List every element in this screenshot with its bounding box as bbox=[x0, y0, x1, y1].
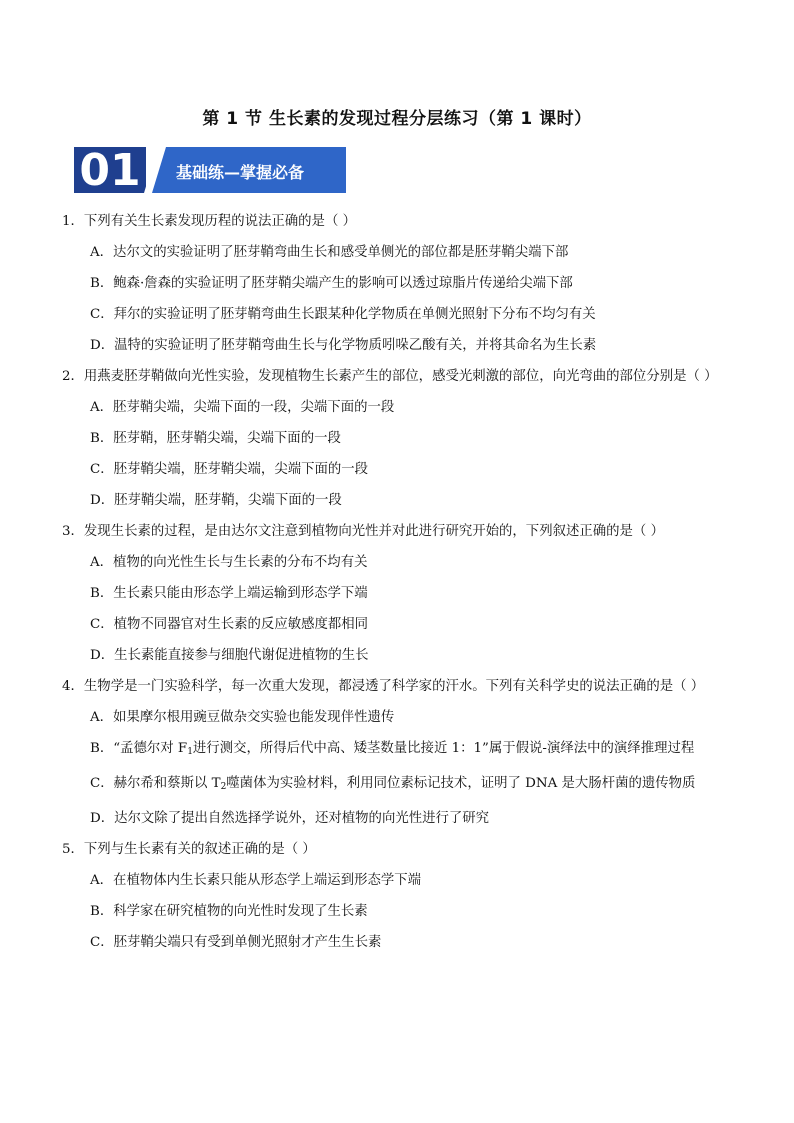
question-number: 4． bbox=[62, 679, 84, 694]
banner-number: 01 bbox=[79, 147, 141, 193]
option-a: A．如果摩尔根用豌豆做杂交实验也能发现伴性遗传 bbox=[90, 710, 395, 725]
question-number: 2． bbox=[62, 369, 84, 384]
option-d: D．达尔文除了提出自然选择学说外，还对植物的向光性进行了研究 bbox=[90, 811, 490, 826]
banner-label: 基础练—掌握必备 bbox=[176, 163, 305, 182]
question-4 bbox=[62, 671, 752, 834]
option-a: A．胚芽鞘尖端，尖端下面的一段，尖端下面的一段 bbox=[90, 400, 395, 415]
question-2 bbox=[62, 361, 752, 516]
option-b: B．胚芽鞘，胚芽鞘尖端，尖端下面的一段 bbox=[90, 431, 341, 446]
question-stem: 发现生长素的过程，是由达尔文注意到植物向光性并对此进行研究开始的，下列叙述正确的是（ ） bbox=[83, 524, 664, 539]
option-b: B．“孟德尔对 $F_1$进行测交，所得后代中高、矮茎数量比接近 1：1”属于假说-演绎法中的演绎推理过程 bbox=[90, 741, 695, 757]
option-c: C．胚芽鞘尖端只有受到单侧光照射才产生生长素 bbox=[90, 935, 382, 950]
question-stem: 生物学是一门实验科学，每一次重大发现，都浸透了科学家的汗水。下列有关科学史的说法正确的是（ ） bbox=[83, 679, 705, 694]
option-d: D．胚芽鞘尖端，胚芽鞘，尖端下面的一段 bbox=[90, 493, 342, 508]
option-a: A．在植物体内生长素只能从形态学上端运到形态学下端 bbox=[90, 873, 422, 888]
question-stem: 用燕麦胚芽鞘做向光性实验，发现植物生长素产生的部位，感受光刺激的部位，向光弯曲的部位分别是（ ） bbox=[83, 369, 718, 384]
question-3 bbox=[62, 516, 752, 671]
question-1 bbox=[62, 206, 752, 361]
question-5 bbox=[62, 834, 752, 958]
option-d: D．生长素能直接参与细胞代谢促进植物的生长 bbox=[90, 648, 369, 663]
option-a: A．达尔文的实验证明了胚芽鞘弯曲生长和感受单侧光的部位都是胚芽鞘尖端下部 bbox=[90, 245, 569, 260]
option-c: C．拜尔的实验证明了胚芽鞘弯曲生长跟某种化学物质在单侧光照射下分布不均匀有关 bbox=[90, 307, 596, 322]
option-b: B．生长素只能由形态学上端运输到形态学下端 bbox=[90, 586, 368, 601]
option-b: B．鲍森·詹森的实验证明了胚芽鞘尖端产生的影响可以透过琼脂片传递给尖端下部 bbox=[90, 276, 573, 291]
option-c: C．赫尔希和蔡斯以 $T_2$噬菌体为实验材料，利用同位素标记技术，证明了 DNA 是大肠杆菌的遗传物质 bbox=[90, 776, 696, 792]
option-c: C．植物不同器官对生长素的反应敏感度都相同 bbox=[90, 617, 369, 632]
page-title: 第 1 节 生长素的发现过程分层练习（第 1 课时） bbox=[202, 109, 592, 129]
option-d: D．温特的实验证明了胚芽鞘弯曲生长与化学物质吲哚乙酸有关，并将其命名为生长素 bbox=[90, 338, 597, 353]
question-number: 1． bbox=[62, 214, 84, 229]
option-c: C．胚芽鞘尖端，胚芽鞘尖端，尖端下面的一段 bbox=[90, 462, 369, 477]
question-number: 3． bbox=[62, 524, 84, 539]
option-b: B．科学家在研究植物的向光性时发现了生长素 bbox=[90, 904, 368, 919]
option-a: A．植物的向光性生长与生长素的分布不均有关 bbox=[90, 555, 368, 570]
question-stem: 下列有关生长素发现历程的说法正确的是（ ） bbox=[83, 214, 356, 229]
question-number: 5． bbox=[62, 842, 84, 857]
question-list bbox=[62, 206, 752, 958]
question-stem: 下列与生长素有关的叙述正确的是（ ） bbox=[83, 842, 316, 857]
